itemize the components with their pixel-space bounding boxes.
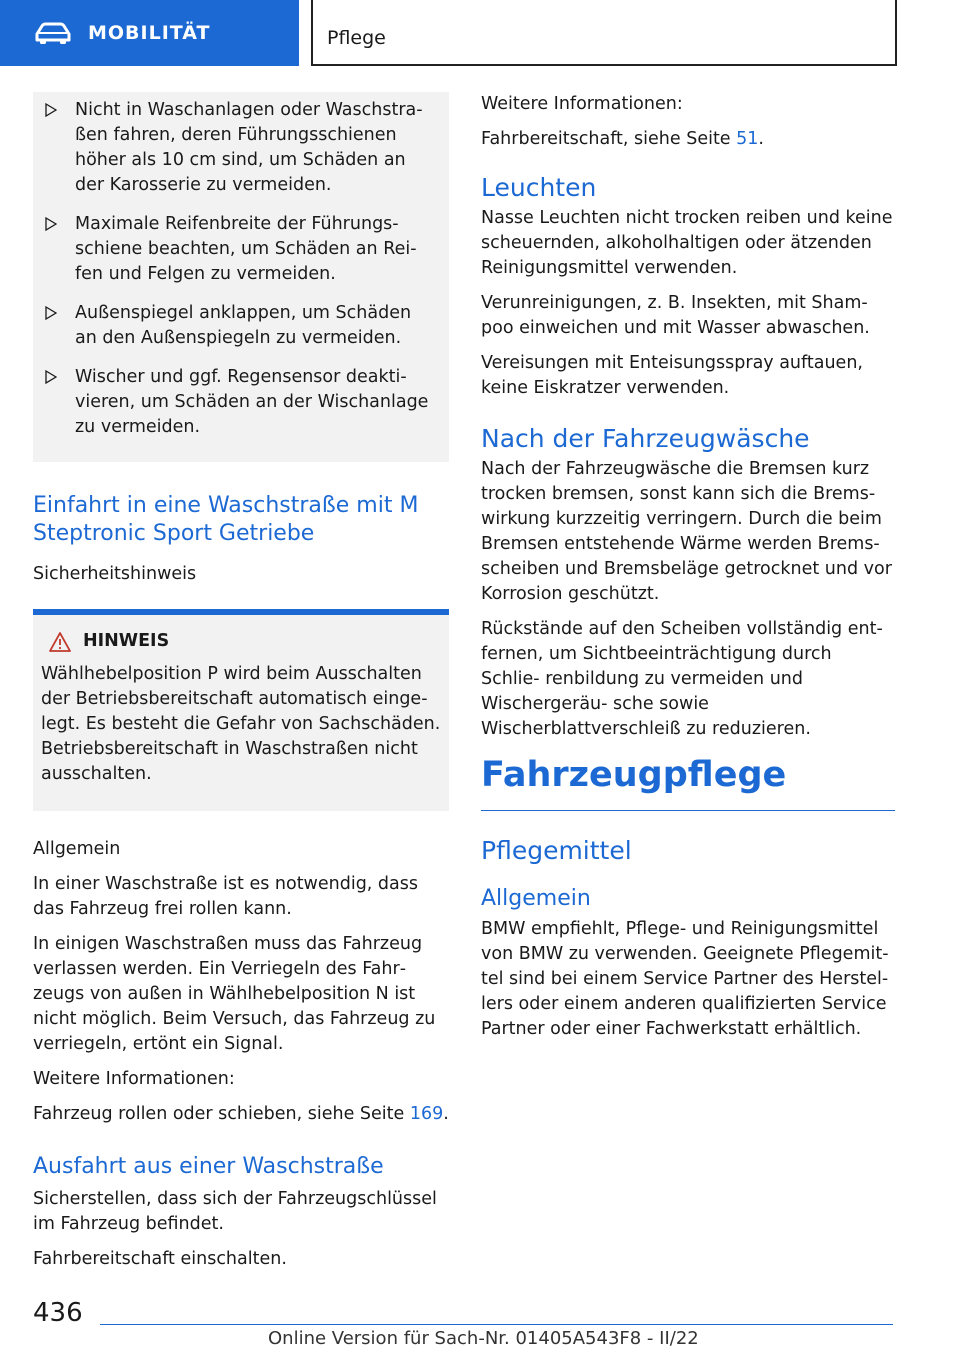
section-label: MOBILITÄT	[88, 22, 211, 44]
footer-online-version: Online Version für Sach-Nr. 01405A543F8 - II/22	[268, 1328, 699, 1349]
paragraph: In einer Waschstraße ist es notwendig, dass das Fahrzeug frei rollen kann.	[33, 874, 418, 919]
list-item	[45, 212, 431, 287]
reference-end: .	[443, 1104, 449, 1124]
section-heading-leuchten: Leuchten	[481, 173, 597, 202]
page-link-169[interactable]: 169	[409, 1104, 444, 1124]
paragraph: Weitere Informationen:	[481, 94, 683, 114]
chapter-label: Pflege	[327, 27, 386, 49]
section-heading-pflegemittel: Pflegemittel	[481, 836, 632, 865]
paragraph: Fahrbereitschaft einschalten.	[33, 1249, 287, 1269]
list-item	[45, 98, 431, 198]
subheading-allgemein: Allgemein	[33, 839, 121, 859]
triangle-bullet-icon	[45, 365, 75, 440]
list-item	[45, 301, 431, 351]
paragraph: Vereisungen mit Enteisungsspray auftauen, keine Eiskratzer verwenden.	[481, 353, 863, 398]
left-column	[33, 92, 449, 1282]
paragraph-reference	[481, 127, 895, 152]
paragraph: In einigen Waschstraßen muss das Fahrzeug verlassen werden. Ein Verriegeln des Fahr‐ zeugs von außen in Wählhebelposition N ist nicht möglich. Beim Versuch, das Fahrzeug zu verriegeln, ertönt ein Signal.	[33, 934, 436, 1054]
bullet-box	[33, 92, 449, 462]
triangle-bullet-icon	[45, 98, 75, 198]
section-heading-einfahrt: Einfahrt in eine Waschstraße mit M Steptronic Sport Getriebe	[33, 493, 419, 546]
notice-header	[41, 629, 441, 654]
paragraph-reference	[33, 1102, 449, 1127]
page-link-51[interactable]: 51	[736, 129, 759, 149]
notice-title: HINWEIS	[83, 631, 170, 651]
paragraph: BMW empfiehlt, Pflege- und Reinigungsmittel von BMW zu verwenden. Geeignete Pflegemit‐ tel sind bei einem Service Partner des Herstel‐ lers oder einem anderen qualifizierten Service Partner oder einer Fachwerkstatt erhältlich.	[481, 919, 889, 1039]
subheading-sicherheitshinweis: Sicherheitshinweis	[33, 564, 197, 584]
paragraph: Verunreinigungen, z. B. Insekten, mit Sham‐ poo einweichen und mit Wasser abwaschen.	[481, 293, 870, 338]
paragraph: Nasse Leuchten nicht trocken reiben und keine scheuernden, alkoholhaltigen oder ätzenden Reinigungsmittel verwenden.	[481, 208, 893, 278]
paragraph: Nach der Fahrzeugwäsche die Bremsen kurz trocken bremsen, sonst kann sich die Brems‐ wirkung kurzzeitig verringern. Durch die beim Bremsen entstehende Wärme werden Brems‐ scheiben und Bremsbeläge getrocknet und vor Korrosion geschützt.	[481, 459, 892, 604]
bullet-text: Wischer und ggf. Regensensor deakti‐ vieren, um Schäden an der Wischanlage zu vermeiden.	[75, 367, 429, 437]
paragraph: Sicherstellen, dass sich der Fahrzeugschlüssel im Fahrzeug befindet.	[33, 1189, 437, 1234]
bullet-text: Außenspiegel anklappen, um Schäden an den Außenspiegeln zu vermeiden.	[75, 303, 412, 348]
notice-box	[33, 615, 449, 811]
page-footer	[0, 1290, 960, 1362]
car-icon	[34, 21, 72, 45]
chapter-heading-fahrzeugpflege: Fahrzeugpflege	[481, 754, 895, 811]
reference-text: Fahrzeug rollen oder schieben, siehe Seite	[33, 1104, 410, 1124]
subsection-heading-allgemein: Allgemein	[481, 886, 591, 911]
paragraph: Weitere Informationen:	[33, 1069, 235, 1089]
footer-divider	[100, 1324, 893, 1325]
triangle-bullet-icon	[45, 301, 75, 351]
chapter-tab[interactable]	[311, 0, 897, 66]
notice-text: Wählhebelposition P wird beim Ausschalten der Betriebsbereitschaft automatisch einge‐ legt. Es besteht die Gefahr von Sachschäden. Betriebsbereitschaft in Waschstraßen nicht ausschalten.	[41, 664, 441, 784]
section-heading-ausfahrt: Ausfahrt aus einer Waschstraße	[33, 1154, 384, 1179]
list-item	[45, 365, 431, 440]
bullet-text: Maximale Reifenbreite der Führungs‐ schiene beachten, um Schäden an Rei‐ fen und Felgen zu vermeiden.	[75, 214, 417, 284]
section-tab-mobilitaet[interactable]	[0, 0, 299, 66]
section-heading-nach-waesche: Nach der Fahrzeugwäsche	[481, 424, 810, 453]
reference-text: Fahrbereitschaft, siehe Seite	[481, 129, 737, 149]
bullet-text: Nicht in Waschanlagen oder Waschstra‐ ßen fahren, deren Führungsschienen höher als 10 cm sind, um Schäden an der Karosserie zu vermeiden.	[75, 100, 423, 195]
page-number: 436	[33, 1298, 83, 1328]
paragraph: Rückstände auf den Scheiben vollständig ent‐ fernen, um Sichtbeeinträchtigung durch Schlie‐ renbildung zu vermeiden und Wischergeräu‐ sche sowie Wischerblattverschleiß zu reduzieren.	[481, 619, 883, 739]
page-header	[0, 0, 960, 66]
triangle-bullet-icon	[45, 212, 75, 287]
warning-icon	[45, 631, 75, 653]
right-column	[481, 92, 895, 1052]
reference-end: .	[758, 129, 764, 149]
